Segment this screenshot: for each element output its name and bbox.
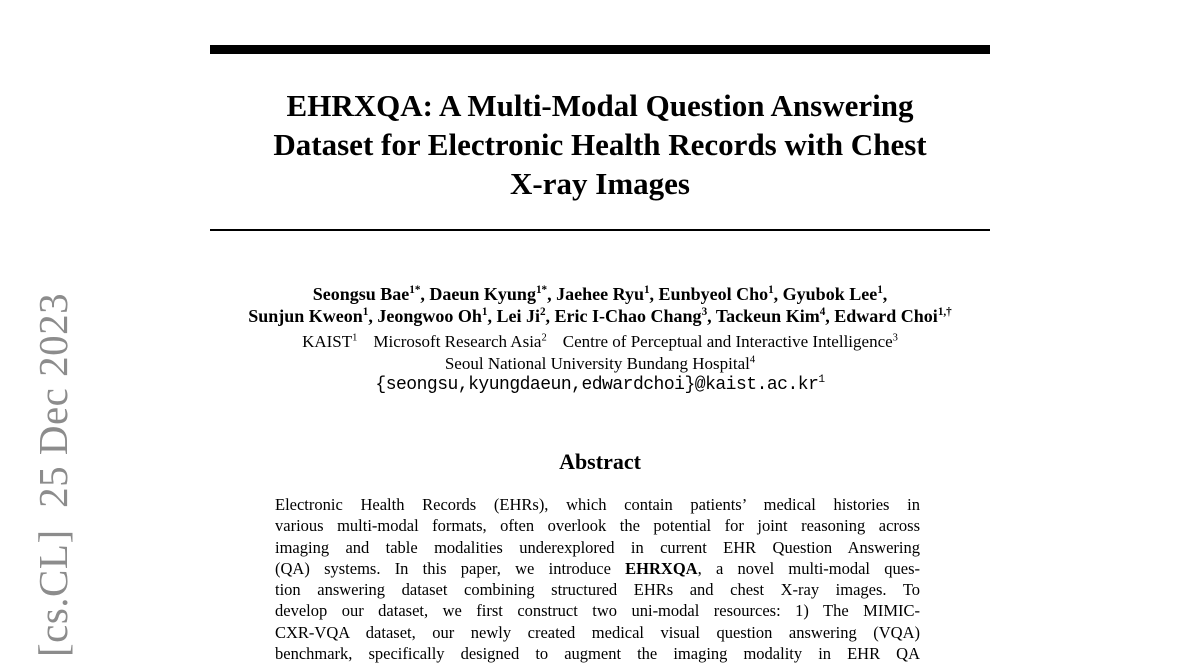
affiliation-line-2 bbox=[0, 353, 1200, 375]
person-name: Daeun Kyung$^{1*}$ bbox=[429, 284, 548, 304]
person-name: Jaehee Ryu$^1$ bbox=[556, 284, 650, 304]
person-name: Sunjun Kweon$^1$ bbox=[248, 305, 369, 326]
abstract-line: develop our dataset, we first construct two uni-modal resources: 1) The MIMIC- bbox=[275, 601, 920, 621]
abstract-line: various multi-modal formats, often overlook the potential for joint reasoning across bbox=[275, 516, 920, 536]
arxiv-watermark: [cs.CL] 25 Dec 2023 bbox=[30, 292, 76, 657]
header-rule-top bbox=[210, 45, 990, 54]
abstract-line: benchmark, specifically designed to augment the imaging modality in EHR QA bbox=[275, 644, 920, 664]
person-name: Tackeun Kim$^4$ bbox=[715, 305, 826, 326]
paper-title-line-1: EHRXQA: A Multi-Modal Question Answering bbox=[286, 88, 914, 123]
abstract-line: CXR-VQA dataset, our newly created medical visual question answering (VQA) bbox=[275, 622, 920, 642]
abstract-heading: Abstract bbox=[559, 449, 641, 474]
abstract-line: (QA) systems. In this paper, we introduce EHRXQA, a novel multi-modal ques- bbox=[275, 558, 920, 578]
paper-title bbox=[0, 86, 1200, 203]
affiliation: Microsoft Research Asia$^2$ bbox=[373, 332, 547, 351]
abstract-line: imaging and table modalities underexplored in current EHR Question Answering bbox=[275, 537, 920, 557]
affiliation: Seoul National University Bundang Hospital$^4$ bbox=[444, 353, 756, 373]
author-block bbox=[0, 284, 1200, 397]
affiliation-line-1 bbox=[0, 331, 1200, 353]
abstract-line: tion answering dataset combining structured EHRs and chest X-ray images. To bbox=[275, 580, 920, 600]
person-name: Gyubok Lee$^1$ bbox=[782, 284, 883, 304]
person-name: Edward Choi$^{1,\dagger}$ bbox=[834, 305, 952, 326]
affiliation: KAIST$^1$ bbox=[302, 332, 358, 351]
person-name: Eric I-Chao Chang$^3$ bbox=[554, 305, 708, 326]
email-line: $\{seongsu,kyungdaeun,edwardchoi\}@kaist.ac.kr^1$ bbox=[375, 374, 825, 395]
person-name: Seongsu Bae$^{1*}$ bbox=[312, 284, 421, 304]
person-name: Eunbyeol Cho$^1$ bbox=[658, 284, 774, 304]
abstract-text bbox=[275, 494, 920, 664]
author-line-2: Sunjun Kweon$^1$, Jeongwoo Oh$^1$, Lei Ji$^2$, Eric I-Chao Chang$^3$, Tackeun Kim$^4$, Edward Choi$^{1,\dagger}$ bbox=[248, 305, 952, 326]
abstract-line: Electronic Health Records (EHRs), which contain patients’ medical histories in bbox=[275, 495, 920, 514]
header-rule-bottom bbox=[210, 229, 990, 231]
person-name: Jeongwoo Oh$^1$ bbox=[377, 305, 488, 326]
paper-title-line-2: Dataset for Electronic Health Records with Chest bbox=[273, 127, 927, 162]
affiliation: Centre of Perceptual and Interactive Intelligence$^3$ bbox=[562, 332, 898, 351]
person-name: Lei Ji$^2$ bbox=[496, 305, 546, 326]
author-line-1: Seongsu Bae$^{1*}$, Daeun Kyung$^{1*}$, Jaehee Ryu$^1$, Eunbyeol Cho$^1$, Gyubok Lee$^1$, bbox=[312, 284, 888, 304]
paper-title-line-3: X-ray Images bbox=[510, 166, 690, 201]
